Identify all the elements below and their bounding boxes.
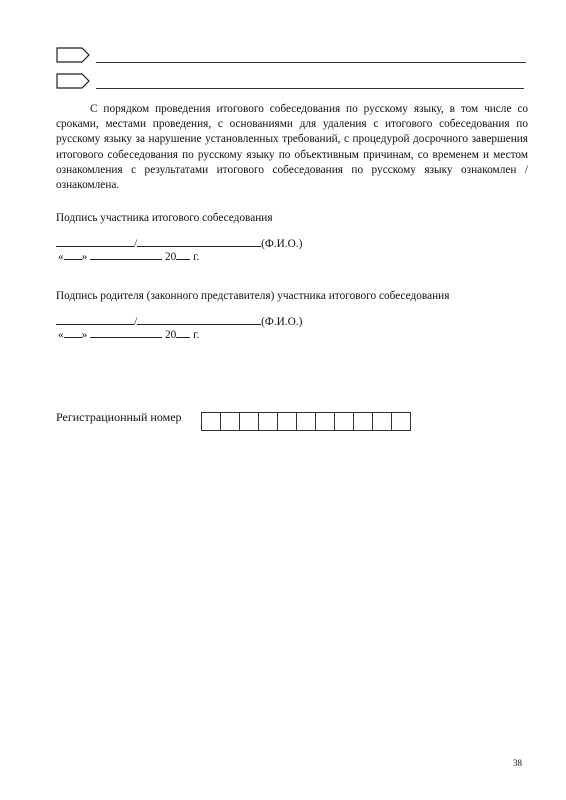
quote-close: »	[81, 251, 88, 263]
fill-line[interactable]	[96, 62, 526, 63]
year-field[interactable]	[176, 327, 190, 338]
arrow-checkbox-icon[interactable]	[56, 47, 90, 63]
page-number: 38	[513, 758, 522, 768]
participant-signature-line	[56, 236, 302, 250]
slash: /	[134, 238, 138, 250]
registration-digit-box[interactable]	[220, 412, 240, 431]
registration-digit-box[interactable]	[277, 412, 297, 431]
registration-digit-box[interactable]	[353, 412, 373, 431]
year-prefix: 20	[164, 329, 177, 341]
parent-signature-line	[56, 314, 302, 328]
registration-number-label: Регистрационный номер	[56, 410, 182, 424]
parent-date-line	[58, 327, 199, 341]
registration-digit-box[interactable]	[315, 412, 335, 431]
acknowledgment-text: С порядком проведения итогового собеседования по русскому языку, в том числе со сроками, местами проведения, с основаниями для удаления с итогового собеседования по русскому языку за нарушение установленных требований, с процедурой досрочного завершения итогового собеседования по русскому языку по объективным причинам, со временем и местом ознакомления с результатами итогового собеседования по русскому языку ознакомлен /ознакомлена.	[56, 103, 528, 192]
quote-open: «	[58, 329, 64, 341]
arrow-checkbox-icon[interactable]	[56, 73, 90, 89]
checkbox-row-1	[56, 47, 526, 65]
fio-label: (Ф.И.О.)	[261, 316, 303, 328]
fio-label: (Ф.И.О.)	[261, 238, 303, 250]
registration-digit-box[interactable]	[372, 412, 392, 431]
day-field[interactable]	[64, 327, 82, 338]
signature-field[interactable]	[56, 314, 134, 325]
month-field[interactable]	[90, 327, 162, 338]
registration-number-boxes	[202, 412, 411, 431]
checkbox-row-2	[56, 73, 524, 91]
registration-digit-box[interactable]	[334, 412, 354, 431]
year-prefix: 20	[164, 251, 177, 263]
quote-close: »	[81, 329, 88, 341]
quote-open: «	[58, 251, 64, 263]
name-field[interactable]	[137, 314, 261, 325]
participant-signature-label: Подпись участника итогового собеседования	[56, 212, 273, 224]
name-field[interactable]	[137, 236, 261, 247]
registration-digit-box[interactable]	[258, 412, 278, 431]
day-field[interactable]	[64, 249, 82, 260]
slash: /	[134, 316, 138, 328]
participant-date-line	[58, 249, 199, 263]
signature-field[interactable]	[56, 236, 134, 247]
parent-signature-label: Подпись родителя (законного представителя) участника итогового собеседования	[56, 290, 450, 302]
registration-digit-box[interactable]	[201, 412, 221, 431]
registration-digit-box[interactable]	[239, 412, 259, 431]
registration-digit-box[interactable]	[391, 412, 411, 431]
year-suffix: г.	[193, 251, 200, 263]
month-field[interactable]	[90, 249, 162, 260]
fill-line[interactable]	[96, 88, 524, 89]
year-suffix: г.	[193, 329, 200, 341]
registration-digit-box[interactable]	[296, 412, 316, 431]
year-field[interactable]	[176, 249, 190, 260]
